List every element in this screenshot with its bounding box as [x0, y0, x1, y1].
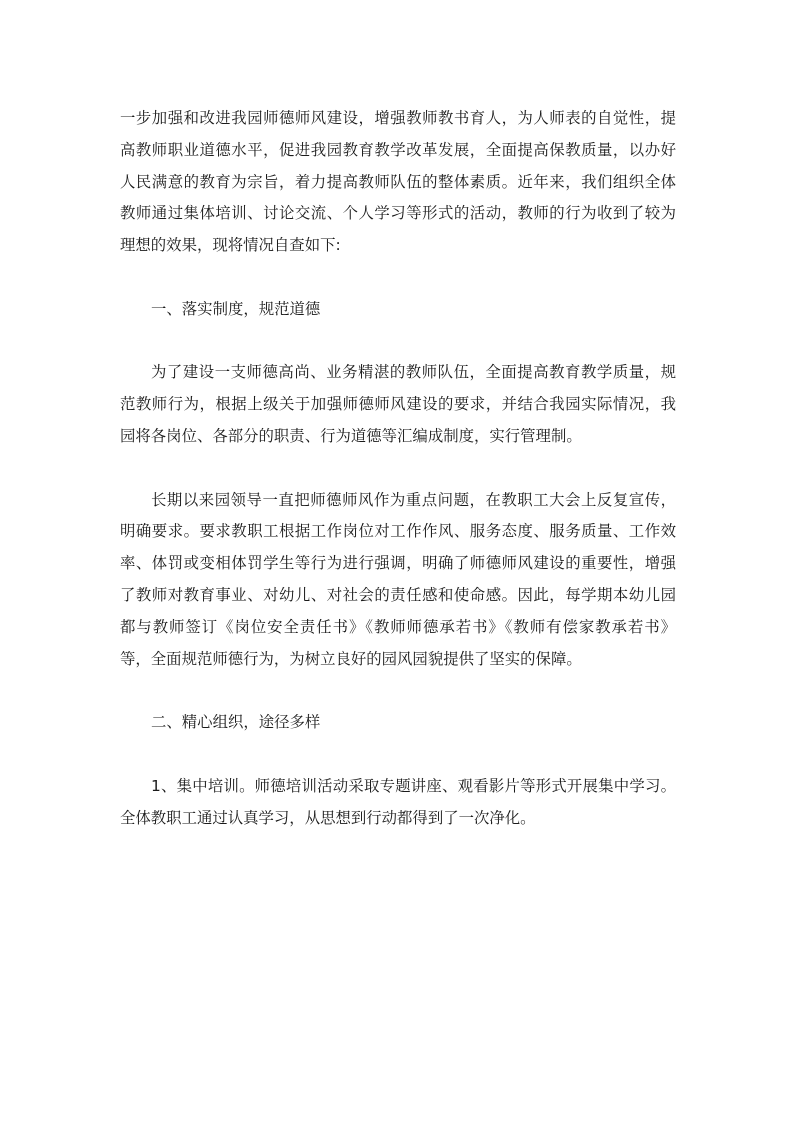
- text-line: 人民满意的教育为宗旨，着力提高教师队伍的整体素质。近年来，我们组织全体: [120, 172, 676, 191]
- text-line: 为了建设一支师德高尚、业务精湛的教师队伍，全面提高教育教学质量，规: [151, 363, 676, 382]
- text-line: 范教师行为，根据上级关于加强师德师风建设的要求，并结合我园实际情况，我: [120, 395, 676, 414]
- paragraph-spacer: [120, 739, 676, 771]
- paragraph-spacer: [120, 675, 676, 707]
- text-line: 高教师职业道德水平，促进我园教育教学改革发展，全面提高保教质量，以办好: [120, 140, 676, 159]
- intro-paragraph: [120, 103, 676, 262]
- text-line: 长期以来园领导一直把师德师风作为重点问题，在教职工大会上反复宣传，: [151, 490, 676, 509]
- section-heading-2: [120, 707, 676, 739]
- text-line: 都与教师签订《岗位安全责任书》《教师师德承若书》《教师有偿家教承若书》: [120, 617, 676, 636]
- paragraph-spacer: [120, 453, 676, 485]
- paragraph-spacer: [120, 326, 676, 358]
- text-line: 教师通过集体培训、讨论交流、个人学习等形式的活动，教师的行为收到了较为: [120, 204, 676, 223]
- text-line: 一步加强和改进我园师德师风建设，增强教师教书育人，为人师表的自觉性，提: [120, 109, 676, 127]
- heading-text: 一、落实制度，规范道德: [151, 299, 321, 318]
- text-line: 1、集中培训。师德培训活动采取专题讲座、观看影片等形式开展集中学习。: [151, 776, 676, 795]
- section1-paragraph-2: [120, 485, 676, 676]
- section-heading-1: [120, 294, 676, 326]
- text-line: 等，全面规范师德行为，为树立良好的园风园貌提供了坚实的保障。: [120, 649, 582, 668]
- section1-paragraph-1: [120, 357, 676, 452]
- text-line: 明确要求。要求教职工根据工作岗位对工作作风、服务态度、服务质量、工作效: [120, 522, 676, 541]
- text-line: 率、体罚或变相体罚学生等行为进行强调，明确了师德师风建设的重要性，增强: [120, 554, 676, 573]
- text-line: 全体教职工通过认真学习，从思想到行动都得到了一次净化。: [120, 808, 536, 827]
- text-line: 理想的效果，现将情况自查如下:: [120, 236, 341, 255]
- text-line: 园将各岗位、各部分的职责、行为道德等汇编成制度，实行管理制。: [120, 426, 582, 445]
- section2-paragraph-1: [120, 771, 676, 835]
- heading-text: 二、精心组织，途径多样: [151, 713, 321, 732]
- paragraph-spacer: [120, 262, 676, 294]
- text-line: 了教师对教育事业、对幼儿、对社会的责任感和使命感。因此，每学期本幼儿园: [120, 585, 676, 604]
- document-body: [120, 103, 676, 834]
